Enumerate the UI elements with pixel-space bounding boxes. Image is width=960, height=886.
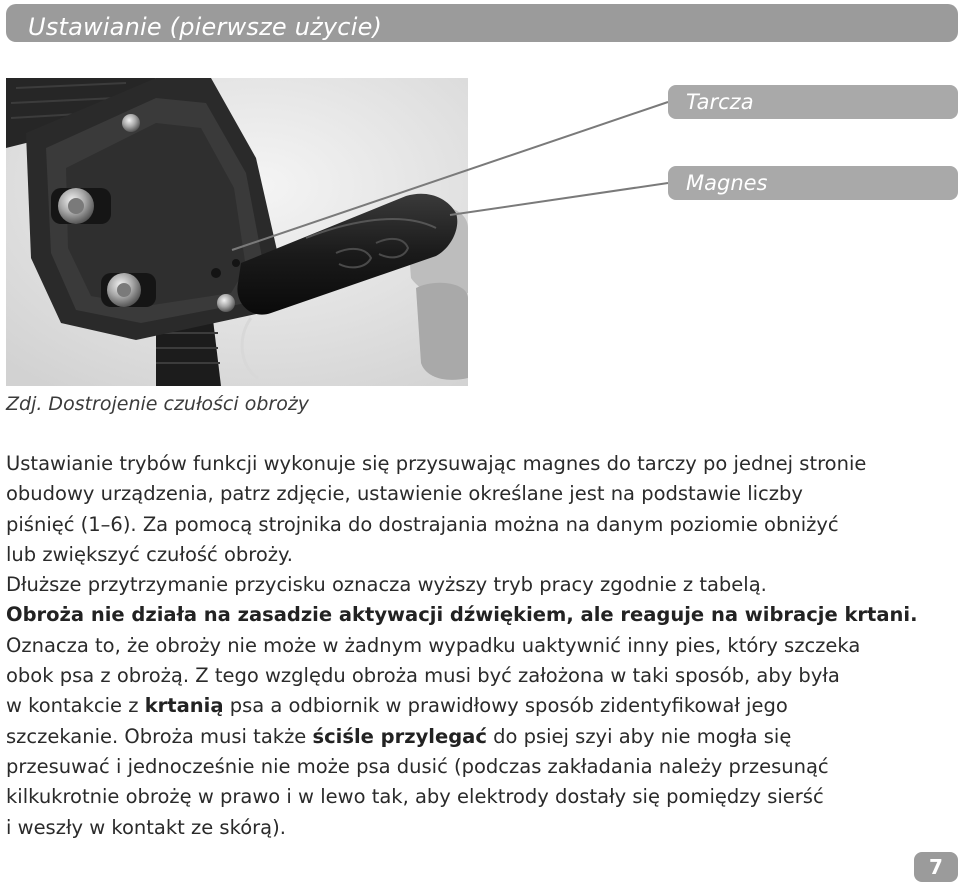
page-number: 7 bbox=[914, 852, 958, 882]
paragraph-bold: Obroża nie działa na zasadzie aktywacji dźwiękiem, ale reaguje na wibracje krtani. bbox=[6, 603, 918, 627]
body-text bbox=[6, 449, 954, 843]
callout-text: Tarcza bbox=[686, 90, 754, 114]
callout-magnet-label bbox=[668, 166, 958, 200]
collar-device-photo bbox=[6, 78, 468, 386]
figure-caption: Zdj. Dostrojenie czułości obroży bbox=[6, 393, 310, 415]
paragraph: Oznacza to, że obroży nie może w żadnym wypadku uaktywnić inny pies, który szczeka obok psa z obrożą. Z tego względu obroża musi być założona w taki sposób, aby była w kontakcie z krtanią psa a odbiornik w prawidłowy sposób zidentyfikował jego szczekanie. Obroża musi także ściśle przylegać do psiej szyi aby nie mogła się przesuwać i jednocześnie nie może psa dusić (podczas zakładania należy przesunąć kilkukrotnie obrożę w prawo i w lewo tak, aby elektrody dostały się pomiędzy sierść i weszły w kontakt ze skórą). bbox=[6, 633, 861, 839]
section-title: Ustawianie (pierwsze użycie) bbox=[28, 13, 383, 41]
callout-dial-label bbox=[668, 85, 958, 119]
paragraph: Ustawianie trybów funkcji wykonuje się przysuwając magnes do tarczy po jednej stronie obudowy urządzenia, patrz zdjęcie, ustawienie określane jest na podstawie liczby piśnięć (1–6). Za pomocą strojnika do dostrajania można na danym poziomie obniżyć lub zwiększyć czułość obroży. bbox=[6, 452, 867, 566]
section-header-bar bbox=[6, 4, 958, 42]
paragraph: Dłuższe przytrzymanie przycisku oznacza wyższy tryb pracy zgodnie z tabelą. bbox=[6, 573, 767, 597]
callout-text: Magnes bbox=[686, 171, 768, 195]
